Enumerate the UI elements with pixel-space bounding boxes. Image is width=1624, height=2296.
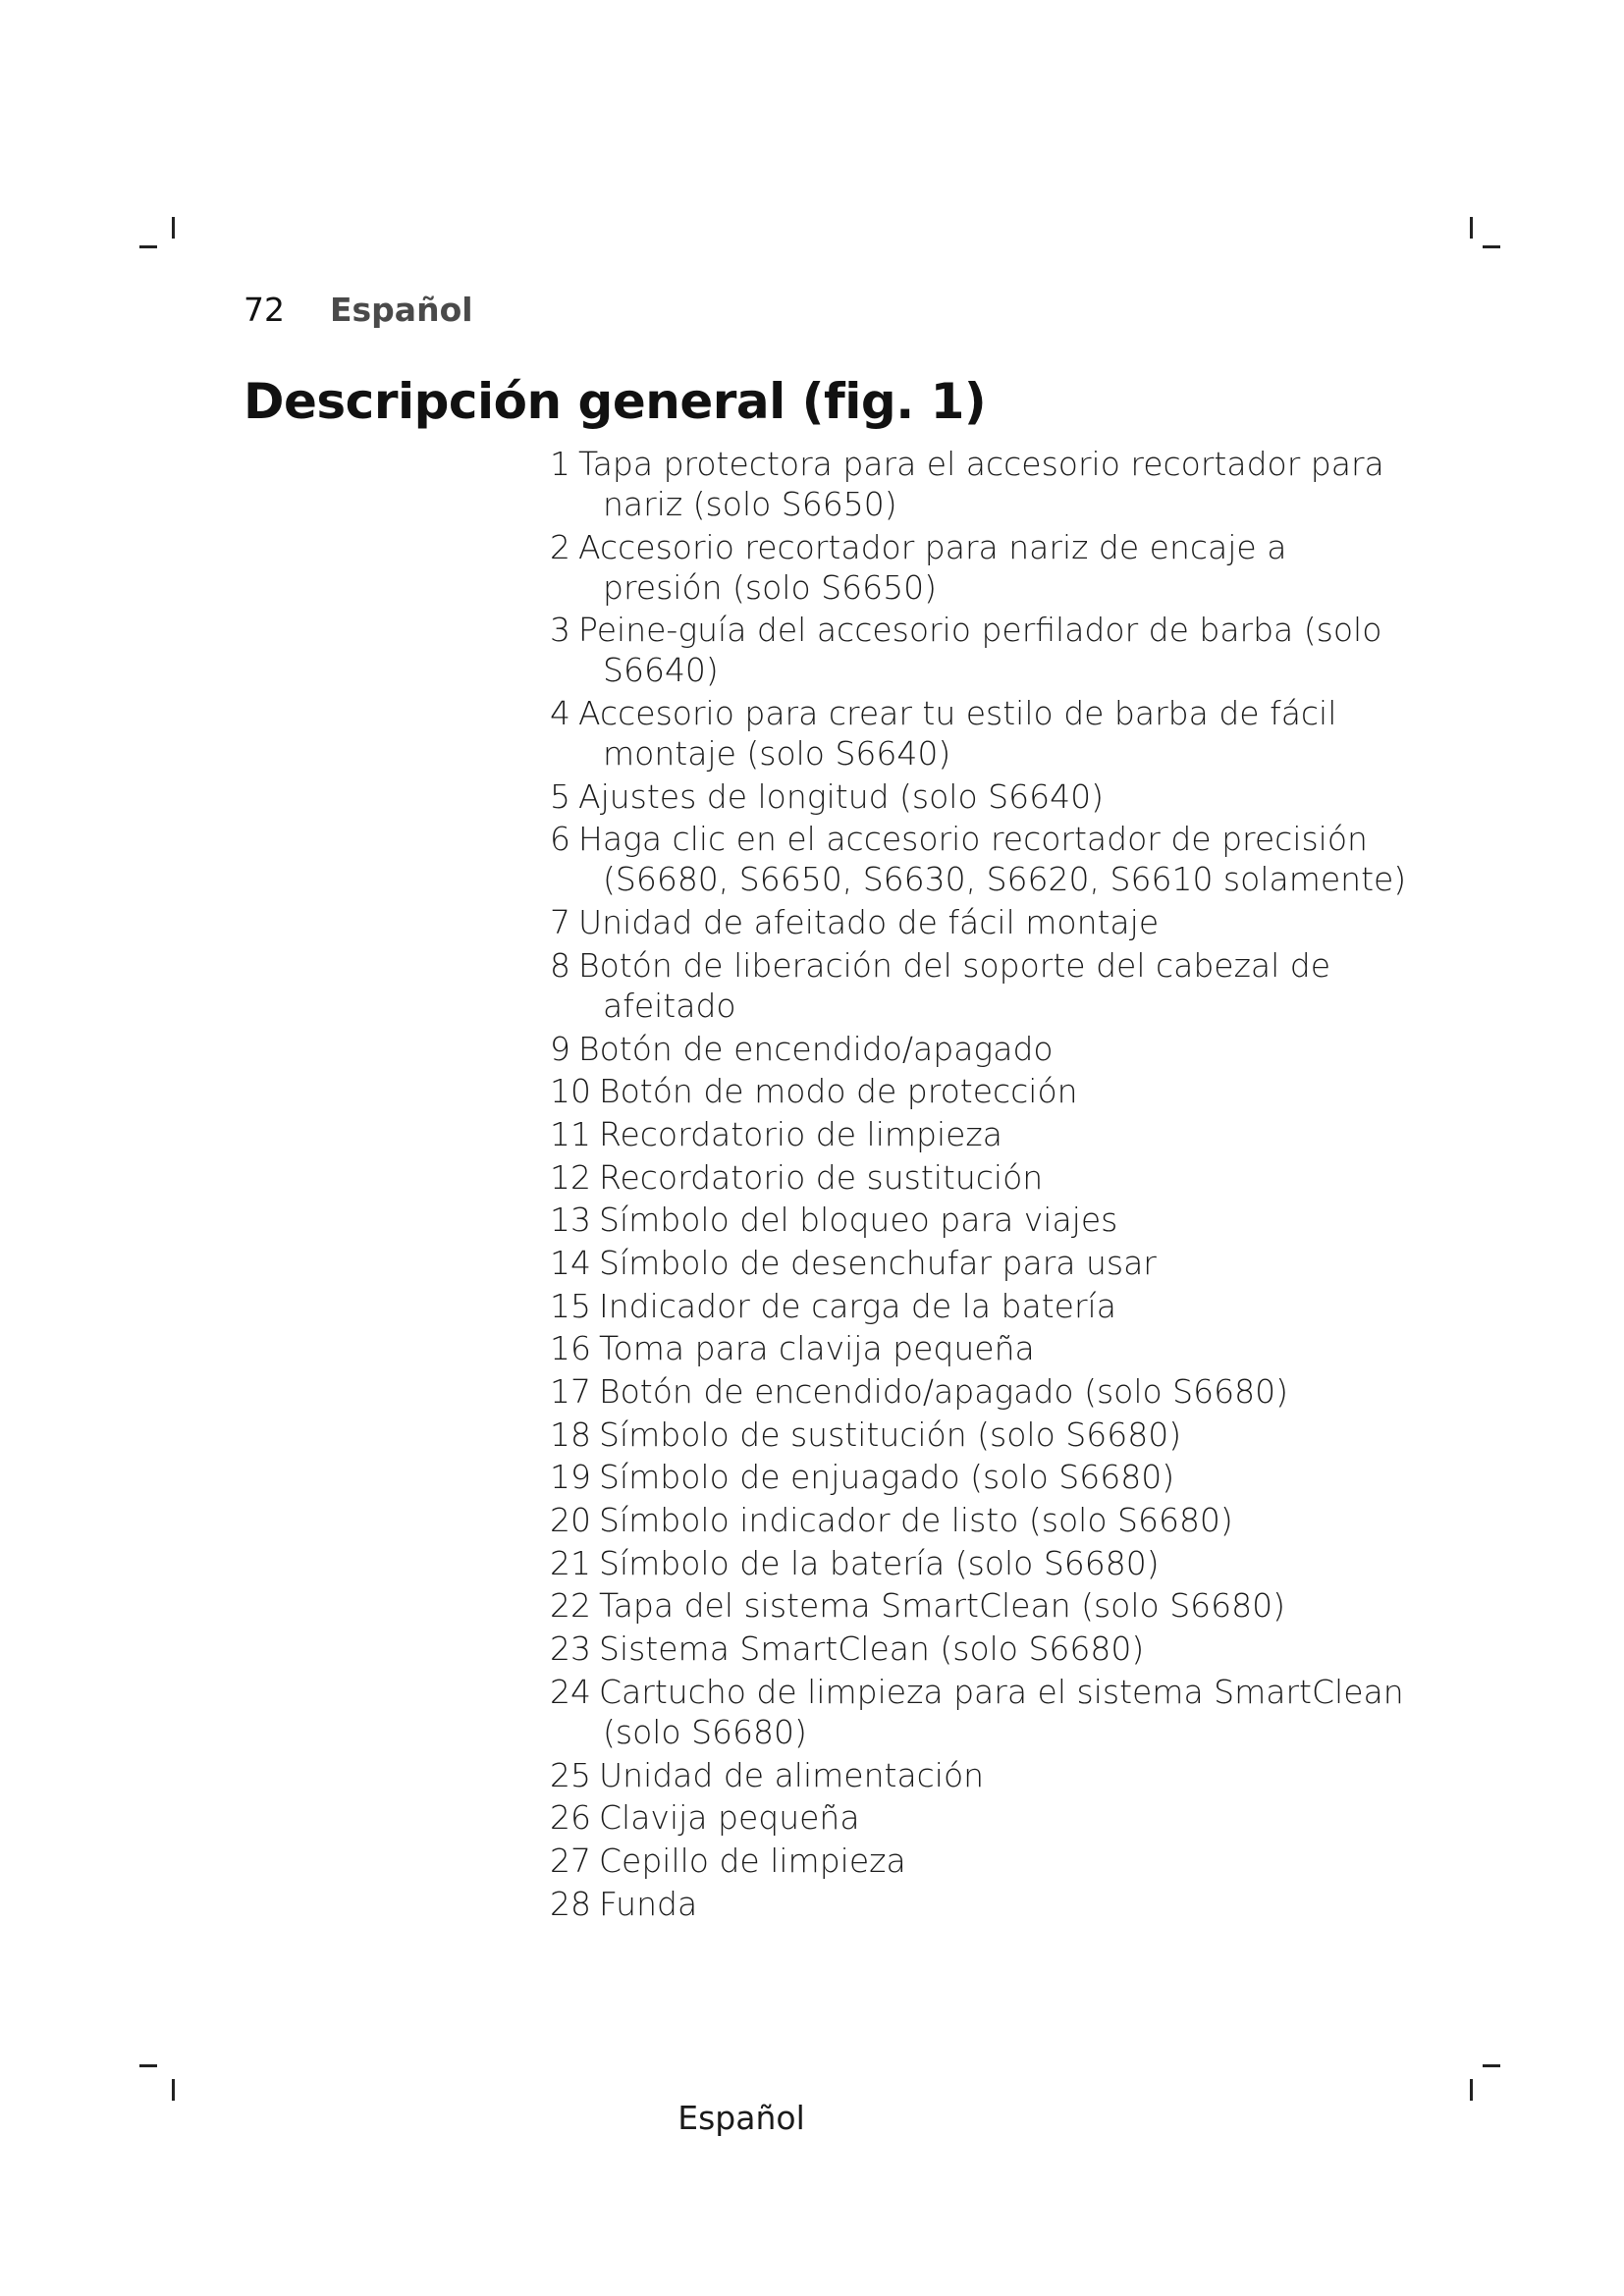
part-description: Unidad de afeitado de fácil montaje [578, 903, 1160, 942]
part-description: Haga clic en el accesorio recortador de precisión (S6680, S6650, S6630, S6620, S6610 solamente) [578, 820, 1407, 899]
part-description: Accesorio recortador para nariz de encaje a presión (solo S6650) [578, 527, 1287, 607]
part-list-item [550, 1286, 1414, 1326]
part-list-item [550, 1415, 1414, 1455]
part-number: 14 [550, 1243, 591, 1282]
part-number: 16 [550, 1329, 591, 1368]
part-list-item [550, 1500, 1414, 1540]
part-number: 26 [550, 1798, 591, 1838]
part-description: Indicador de carga de la batería [599, 1286, 1116, 1325]
part-description: Cepillo de limpieza [599, 1841, 906, 1880]
part-list-item [550, 1029, 1414, 1069]
part-number: 3 [550, 611, 570, 650]
part-number: 24 [550, 1672, 591, 1711]
part-description: Recordatorio de sustitución [599, 1157, 1044, 1197]
part-list-item [550, 902, 1414, 942]
part-number: 5 [550, 776, 570, 816]
part-list-item [550, 610, 1414, 690]
crop-mark-bottom-left-v [172, 2079, 175, 2101]
crop-mark-bottom-right-v [1470, 2079, 1473, 2101]
part-list-item [550, 1797, 1414, 1838]
part-list-item [550, 1200, 1414, 1240]
part-description: Botón de liberación del soporte del cabezal de afeitado [578, 945, 1331, 1025]
part-description: Símbolo indicador de listo (solo S6680) [599, 1501, 1233, 1540]
part-description: Símbolo del bloqueo para viajes [599, 1201, 1118, 1240]
part-number: 2 [550, 527, 570, 566]
part-number: 8 [550, 945, 570, 985]
part-number: 10 [550, 1072, 591, 1111]
part-description: Símbolo de la batería (solo S6680) [599, 1543, 1160, 1582]
part-number: 1 [550, 445, 570, 483]
crop-mark-top-right-h [1483, 245, 1500, 248]
part-list-item [550, 1841, 1414, 1881]
part-description: Accesorio para crear tu estilo de barba de fácil montaje (solo S6640) [578, 694, 1337, 774]
part-description: Ajustes de longitud (solo S6640) [578, 776, 1104, 816]
crop-mark-top-left-h [139, 245, 157, 248]
part-description: Funda [599, 1884, 698, 1923]
part-list-item [550, 819, 1414, 899]
part-number: 7 [550, 903, 570, 942]
page-title: Descripción general (fig. 1) [244, 373, 987, 430]
part-description: Sistema SmartClean (solo S6680) [599, 1629, 1145, 1669]
part-number: 18 [550, 1415, 591, 1454]
part-number: 21 [550, 1543, 591, 1582]
part-list-item [550, 1629, 1414, 1669]
part-number: 28 [550, 1884, 591, 1923]
part-list-item [550, 693, 1414, 774]
part-description: Tapa protectora para el accesorio recortador para nariz (solo S6650) [578, 445, 1384, 523]
part-description: Símbolo de enjuagado (solo S6680) [599, 1458, 1175, 1497]
crop-mark-top-right-v [1470, 217, 1473, 239]
part-description: Recordatorio de limpieza [599, 1114, 1002, 1153]
part-list-item [550, 1114, 1414, 1154]
part-list-item [550, 1371, 1414, 1412]
part-list-item [550, 776, 1414, 817]
part-list-item [550, 1672, 1414, 1752]
part-description: Símbolo de sustitución (solo S6680) [599, 1415, 1182, 1454]
page-number: 72 [244, 291, 285, 329]
part-description: Botón de modo de protección [599, 1072, 1078, 1111]
parts-list [550, 444, 1414, 1926]
part-description: Toma para clavija pequeña [599, 1329, 1035, 1368]
part-description: Cartucho de limpieza para el sistema SmartClean (solo S6680) [599, 1672, 1404, 1751]
part-list-item [550, 1328, 1414, 1368]
part-list-item [550, 1884, 1414, 1924]
crop-mark-top-left-v [172, 217, 175, 239]
part-description: Botón de encendido/apagado (solo S6680) [599, 1372, 1288, 1411]
part-number: 13 [550, 1201, 591, 1240]
part-list-item [550, 1543, 1414, 1583]
part-description: Clavija pequeña [599, 1798, 860, 1838]
section-name: Español [330, 291, 473, 329]
part-number: 23 [550, 1629, 591, 1669]
crop-mark-bottom-right-h [1483, 2064, 1500, 2067]
part-number: 20 [550, 1501, 591, 1540]
running-header [244, 291, 473, 330]
part-number: 19 [550, 1458, 591, 1497]
part-description: Símbolo de desenchufar para usar [599, 1243, 1157, 1282]
part-number: 6 [550, 820, 570, 859]
part-number: 22 [550, 1586, 591, 1626]
part-description: Peine-guía del accesorio perfilador de barba (solo S6640) [578, 611, 1382, 690]
part-list-item [550, 1071, 1414, 1111]
crop-mark-bottom-left-h [139, 2064, 157, 2067]
part-number: 17 [550, 1372, 591, 1411]
part-description: Botón de encendido/apagado [578, 1029, 1054, 1068]
part-number: 15 [550, 1286, 591, 1325]
part-list-item [550, 444, 1414, 524]
part-list-item [550, 1243, 1414, 1283]
part-list-item [550, 1457, 1414, 1497]
part-list-item [550, 1755, 1414, 1795]
part-description: Tapa del sistema SmartClean (solo S6680) [599, 1586, 1286, 1626]
part-number: 11 [550, 1114, 591, 1153]
part-number: 9 [550, 1029, 570, 1068]
part-number: 27 [550, 1841, 591, 1880]
part-number: 12 [550, 1157, 591, 1197]
part-list-item [550, 527, 1414, 608]
footer-language: Español [677, 2099, 805, 2137]
part-number: 25 [550, 1755, 591, 1794]
part-list-item [550, 1585, 1414, 1626]
part-description: Unidad de alimentación [599, 1755, 985, 1794]
part-list-item [550, 945, 1414, 1026]
part-list-item [550, 1157, 1414, 1198]
part-number: 4 [550, 694, 570, 733]
